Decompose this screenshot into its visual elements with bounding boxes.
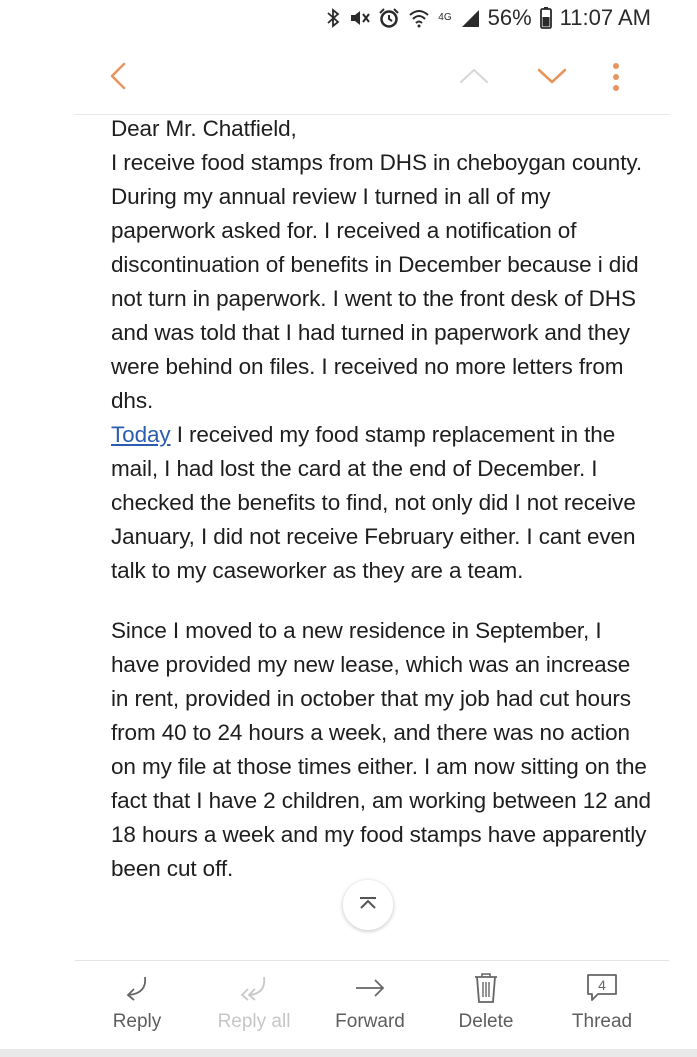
paragraph-1-text-continued: I received my food stamp replacement in the mail, I had lost the card at the end of December. I checked the benefits to find, not only did I not receive January, I did not receive February either. I cant even talk to my caseworker as they are a team. <box>111 422 636 583</box>
delete-button[interactable] <box>431 965 541 1033</box>
delete-label: Delete <box>458 1011 514 1032</box>
mute-icon <box>348 8 370 28</box>
action-bar-divider <box>75 960 669 961</box>
reply-all-icon <box>199 965 309 1011</box>
status-bar <box>0 0 697 36</box>
thread-label: Thread <box>571 1011 633 1032</box>
reply-label: Reply <box>112 1011 162 1032</box>
paragraph-1-text: I receive food stamps from DHS in cheboygan county. During my annual review I turned in all of my paperwork asked for. I received a notification of discontinuation of benefits in December because i did not turn in paperwork. I went to the front desk of DHS and was told that I had turned in paperwork and they were behind on files. I received no more letters from dhs. <box>111 150 642 413</box>
scroll-to-top-icon <box>357 896 379 915</box>
reply-icon <box>82 965 192 1011</box>
alarm-icon <box>378 7 400 29</box>
more-options-icon[interactable] <box>604 58 628 96</box>
scroll-to-top-button[interactable] <box>343 880 393 930</box>
clock: 11:07 AM <box>559 5 651 30</box>
battery-percent: 56% <box>487 5 532 30</box>
forward-label: Forward <box>335 1011 405 1032</box>
email-toolbar <box>0 52 697 102</box>
reply-button[interactable] <box>82 965 192 1033</box>
back-icon[interactable] <box>104 58 134 94</box>
signal-icon <box>460 8 480 28</box>
thread-icon <box>547 965 657 1011</box>
forward-button[interactable] <box>315 965 425 1033</box>
trash-icon <box>431 965 541 1011</box>
reply-all-button[interactable] <box>199 965 309 1033</box>
thread-button[interactable] <box>547 965 657 1033</box>
today-link[interactable]: Today <box>111 422 171 447</box>
battery-icon <box>540 7 552 29</box>
bottom-edge <box>0 1049 697 1057</box>
reply-all-label: Reply all <box>217 1011 291 1032</box>
paragraph-spacer <box>111 588 651 614</box>
thread-count: 4 <box>598 977 606 993</box>
action-bar <box>0 965 697 1047</box>
chevron-up-icon[interactable] <box>457 62 491 90</box>
email-paragraph-2: Since I moved to a new residence in September, I have provided my new lease, which was an increase in rent, provided in october that my job had cut hours from 40 to 24 hours a week, and there was no action on my file at those times either. I am now sitting on the fact that I have 2 children, am working between 12 and 18 hours a week and my food stamps have apparently been cut off. <box>111 618 651 881</box>
wifi-icon <box>408 8 430 28</box>
bluetooth-icon <box>326 8 340 28</box>
network-type: 4G <box>438 12 452 23</box>
forward-arrow-icon <box>315 965 425 1011</box>
chevron-down-icon[interactable] <box>535 62 569 90</box>
email-body <box>111 112 651 886</box>
email-paragraph-1 <box>111 146 651 588</box>
email-greeting: Dear Mr. Chatfield, <box>111 116 297 141</box>
